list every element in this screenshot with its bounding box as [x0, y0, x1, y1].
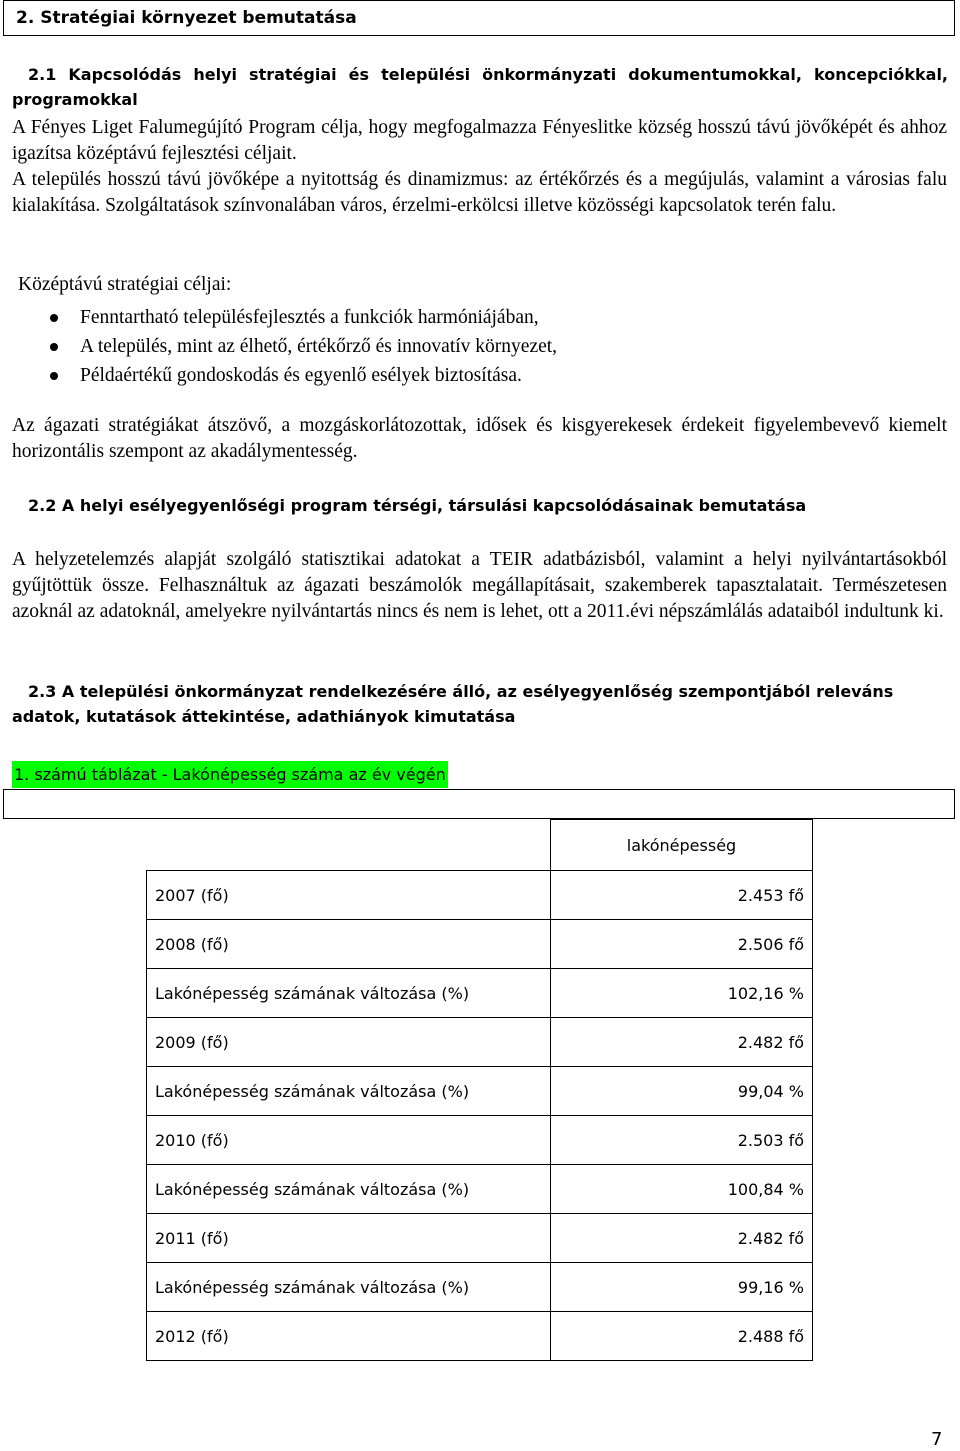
paragraph-vision-part2: Szolgáltatások színvonalában város, érzelmi-erkölcsi illetve közösségi kapcsolatok terén falu.	[105, 195, 837, 216]
heading-2-3-number: 2.3	[28, 682, 57, 701]
table-row	[147, 920, 813, 969]
list-item: A település, mint az élhető, értékőrző és innovatív környezet,	[46, 332, 557, 361]
list-item: Példaértékű gondoskodás és egyenlő esélyek biztosítása.	[46, 361, 557, 390]
table-column-header: lakónépesség	[551, 820, 813, 871]
heading-2-2	[12, 493, 948, 518]
row-value: 2.482 fő	[551, 1018, 813, 1067]
paragraph-program-goal: A Fényes Liget Falumegújító Program célja, hogy megfogalmazza Fényeslitke község hosszú távú jövőképét és ahhoz igazítsa középtávú fejlesztési céljait.	[12, 117, 947, 164]
strategic-goals-list	[46, 303, 557, 390]
row-value: 100,84 %	[551, 1165, 813, 1214]
heading-2-3-text: A települési önkormányzat rendelkezésére álló, az esélyegyenlőség szempontjából releváns adatok, kutatások áttekintése, adathiányok kimutatása	[12, 682, 894, 726]
row-value: 99,04 %	[551, 1067, 813, 1116]
heading-2-1	[12, 62, 948, 112]
row-label: 2007 (fő)	[147, 871, 551, 920]
row-label: 2012 (fő)	[147, 1312, 551, 1361]
paragraph-vision-part1: A település hosszú távú jövőképe a nyitottság és dinamizmus: az értékőrzés és a megújulás, valamint a városias falu kialakítása.	[12, 169, 947, 216]
table-row	[147, 969, 813, 1018]
bullet-icon	[50, 372, 58, 380]
list-item: Fenntartható településfejlesztés a funkciók harmóniájában,	[46, 303, 557, 332]
row-value: 102,16 %	[551, 969, 813, 1018]
page-number: 7	[931, 1429, 943, 1450]
heading-2-3	[12, 679, 948, 729]
paragraph-vision	[12, 167, 947, 219]
row-value: 99,16 %	[551, 1263, 813, 1312]
row-label: Lakónépesség számának változása (%)	[147, 1263, 551, 1312]
heading-2-2-number: 2.2	[28, 496, 57, 515]
table-header-row	[147, 820, 813, 871]
table-row	[147, 1312, 813, 1361]
table-row	[147, 871, 813, 920]
table-row	[147, 1067, 813, 1116]
table-row	[147, 1214, 813, 1263]
heading-2-2-text: A helyi esélyegyenlőségi program térségi, társulási kapcsolódásainak bemutatása	[61, 496, 807, 515]
row-label: 2010 (fő)	[147, 1116, 551, 1165]
row-value: 2.453 fő	[551, 871, 813, 920]
row-value: 2.482 fő	[551, 1214, 813, 1263]
section-heading-box	[3, 0, 955, 36]
section-title: 2. Stratégiai környezet bemutatása	[16, 8, 357, 28]
bullet-icon	[50, 343, 58, 351]
table-header-blank	[147, 820, 551, 871]
row-label: 2008 (fő)	[147, 920, 551, 969]
paragraph-accessibility: Az ágazati stratégiákat átszövő, a mozgáskorlátozottak, idősek és kisgyerekesek érdekeit figyelembevevő kiemelt horizontális szempont az akadálymentesség.	[12, 415, 947, 462]
bullet-icon	[50, 314, 58, 322]
paragraph-data-sources: A helyzetelemzés alapját szolgáló statisztikai adatokat a TEIR adatbázisból, valamint a helyi nyilvántartásokból gyűjtöttük össze. Felhasználtuk az ágazati beszámolók megállapításait, szakemberek tapasztalatait. Természetesen azoknál az adatoknál, amelyekre nyilvántartás nincs és nem is lehet, ott a 2011.évi népszámlálás adataiból indultunk ki.	[12, 549, 947, 622]
table-row	[147, 1165, 813, 1214]
row-value: 2.506 fő	[551, 920, 813, 969]
row-label: Lakónépesség számának változása (%)	[147, 1067, 551, 1116]
table-row	[147, 1263, 813, 1312]
table-row	[147, 1018, 813, 1067]
table-row	[147, 1116, 813, 1165]
row-value: 2.503 fő	[551, 1116, 813, 1165]
row-label: 2011 (fő)	[147, 1214, 551, 1263]
row-label: Lakónépesség számának változása (%)	[147, 969, 551, 1018]
table-title-bar	[3, 789, 955, 819]
row-label: Lakónépesség számának változása (%)	[147, 1165, 551, 1214]
strategic-goals-title: Középtávú stratégiai céljai:	[18, 274, 232, 295]
table-caption: 1. számú táblázat - Lakónépesség száma az év végén	[12, 761, 448, 788]
row-value: 2.488 fő	[551, 1312, 813, 1361]
row-label: 2009 (fő)	[147, 1018, 551, 1067]
heading-2-1-number: 2.1	[28, 65, 57, 84]
heading-2-1-text: Kapcsolódás helyi stratégiai és települési önkormányzati dokumentumokkal, koncepciókkal, programokkal	[12, 65, 949, 109]
population-table	[146, 819, 813, 1361]
